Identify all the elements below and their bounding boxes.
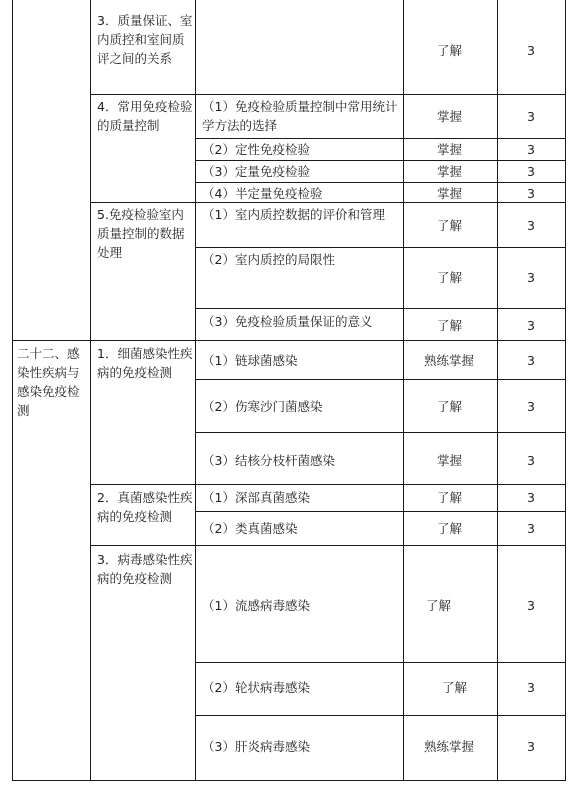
topic-cell: （3）结核分枝杆菌感染 [202,453,335,468]
column-divider [90,0,91,781]
score-cell: 3 [527,142,535,157]
item-cell: 3．质量保证、室内质控和室间质评之间的关系 [97,13,193,66]
column-divider [195,0,196,781]
topic-cell: （1）深部真菌感染 [202,490,310,505]
level-cell: 了解 [437,43,463,58]
row-divider [195,160,566,161]
topic-cell: （3）定量免疫检验 [202,164,310,179]
score-cell: 3 [527,218,535,233]
topic-cell: （1）室内质控数据的评价和管理 [202,207,385,222]
column-divider [497,0,498,781]
row-divider [195,182,566,183]
level-cell: 掌握 [437,142,463,157]
item-cell: 5.免疫检验室内质量控制的数据处理 [97,207,185,260]
score-cell: 3 [527,399,535,414]
level-cell: 了解 [437,218,463,233]
score-cell: 3 [527,521,535,536]
score-cell: 3 [527,490,535,505]
row-divider [90,202,566,203]
level-cell: 掌握 [437,453,463,468]
topic-cell: （2）轮状病毒感染 [202,680,310,695]
score-cell: 3 [527,353,535,368]
row-divider [195,247,566,248]
score-cell: 3 [527,270,535,285]
section-divider [12,340,566,341]
row-divider [195,138,566,139]
level-cell: 掌握 [437,186,463,201]
level-cell: 熟练掌握 [424,739,475,754]
topic-cell: （3）免疫检验质量保证的意义 [202,314,373,329]
score-cell: 3 [527,318,535,333]
topic-cell: （2）定性免疫检验 [202,142,310,157]
score-cell: 3 [527,739,535,754]
column-divider [403,0,404,781]
score-cell: 3 [527,680,535,695]
score-cell: 3 [527,453,535,468]
level-cell: 了解 [426,598,452,613]
item-cell: 3．病毒感染性疾病的免疫检测 [97,552,193,586]
row-divider [195,662,566,663]
topic-cell: （1）免疫检验质量控制中常用统计学方法的选择 [202,99,398,133]
level-cell: 了解 [437,270,463,285]
level-cell: 掌握 [437,109,463,124]
score-cell: 3 [527,43,535,58]
topic-cell: （2）类真菌感染 [202,521,298,536]
table-border-right [565,0,566,781]
topic-cell: （1）流感病毒感染 [202,598,310,613]
level-cell: 了解 [437,318,463,333]
score-cell: 3 [527,164,535,179]
level-cell: 了解 [437,399,463,414]
row-divider [195,379,566,380]
table-border-left [12,0,13,781]
level-cell: 掌握 [437,164,463,179]
topic-cell: （3）肝炎病毒感染 [202,739,310,754]
row-divider [90,94,566,95]
score-cell: 3 [527,109,535,124]
row-divider [195,715,566,716]
item-cell: 1．细菌感染性疾病的免疫检测 [97,346,193,380]
level-cell: 熟练掌握 [424,353,475,368]
topic-cell: （1）链球菌感染 [202,353,298,368]
row-divider [195,511,566,512]
row-divider [90,545,566,546]
table-border-bottom [12,780,566,781]
level-cell: 了解 [437,521,463,536]
score-cell: 3 [527,598,535,613]
topic-cell: （2）伤寒沙门菌感染 [202,399,323,414]
topic-cell: （2）室内质控的局限性 [202,252,335,267]
section-title: 二十二、感染性疾病与感染免疫检测 [17,346,80,418]
row-divider [195,308,566,309]
item-cell: 4．常用免疫检验的质量控制 [97,99,193,133]
row-divider [90,484,566,485]
topic-cell: （4）半定量免疫检验 [202,186,323,201]
row-divider [195,432,566,433]
item-cell: 2．真菌感染性疾病的免疫检测 [97,490,193,524]
score-cell: 3 [527,186,535,201]
level-cell: 了解 [437,490,463,505]
level-cell: 了解 [442,680,468,695]
